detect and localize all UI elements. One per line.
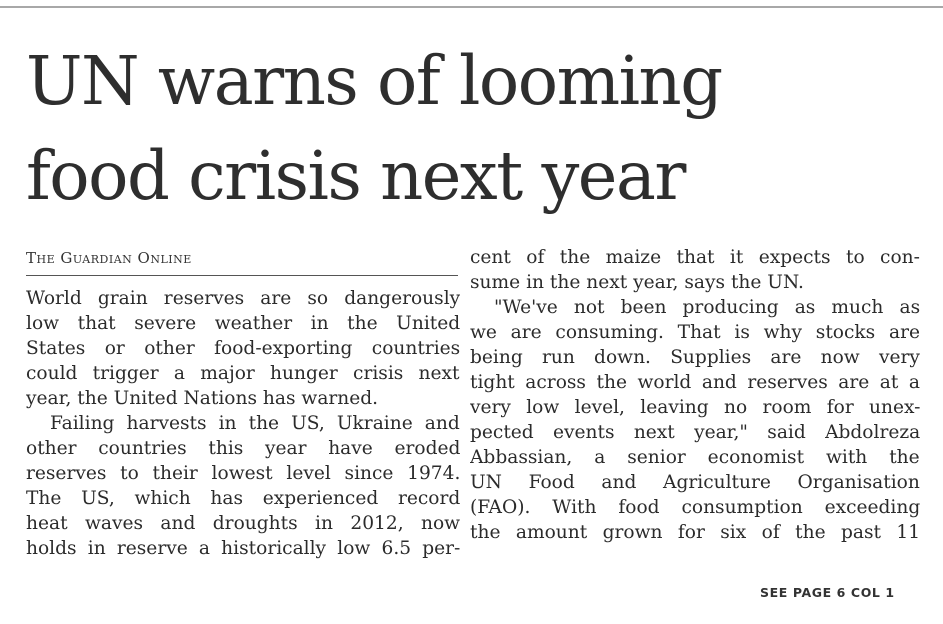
article-line: tight across the world and reserves are at a <box>470 372 920 393</box>
article-line: Abbassian, a senior economist with the <box>470 447 920 468</box>
article-line: reserves to their lowest level since 1974. <box>26 463 460 484</box>
top-rule <box>0 6 943 8</box>
article-line: (FAO). With food consumption exceeding <box>470 497 920 518</box>
byline: The Guardian Online <box>26 245 458 276</box>
article-line: holds in reserve a historically low 6.5 per- <box>26 538 460 559</box>
article-line: very low level, leaving no room for unex- <box>470 397 920 418</box>
article-line: low that severe weather in the United <box>26 313 460 334</box>
article-line: States or other food-exporting countries <box>26 338 460 359</box>
article-line: World grain reserves are so dangerously <box>26 288 460 309</box>
article-line: heat waves and droughts in 2012, now <box>26 513 460 534</box>
article-line: year, the United Nations has warned. <box>26 388 379 409</box>
continuation-jump: SEE PAGE 6 COL 1 <box>760 585 895 600</box>
headline-line-1: UN warns of looming <box>26 42 722 120</box>
article-line: The US, which has experienced record <box>26 488 460 509</box>
headline-line-2: food crisis next year <box>26 137 685 215</box>
article-line: being run down. Supplies are now very <box>470 347 920 368</box>
article-column-left <box>26 245 460 561</box>
article-line: pected events next year," said Abdolreza <box>470 422 920 443</box>
article-line: we are consuming. That is why stocks are <box>470 322 920 343</box>
article-line: UN Food and Agriculture Organisation <box>470 472 920 493</box>
article-column-right <box>470 245 920 545</box>
article-line: other countries this year have eroded <box>26 438 460 459</box>
article-line: cent of the maize that it expects to con- <box>470 247 920 268</box>
article-line: the amount grown for six of the past 11 <box>470 522 920 543</box>
headline <box>26 34 931 224</box>
article-line: could trigger a major hunger crisis next <box>26 363 460 384</box>
article-line: sume in the next year, says the UN. <box>470 272 804 293</box>
article-line: Failing harvests in the US, Ukraine and <box>50 413 460 434</box>
article-line: "We've not been producing as much as <box>494 297 920 318</box>
